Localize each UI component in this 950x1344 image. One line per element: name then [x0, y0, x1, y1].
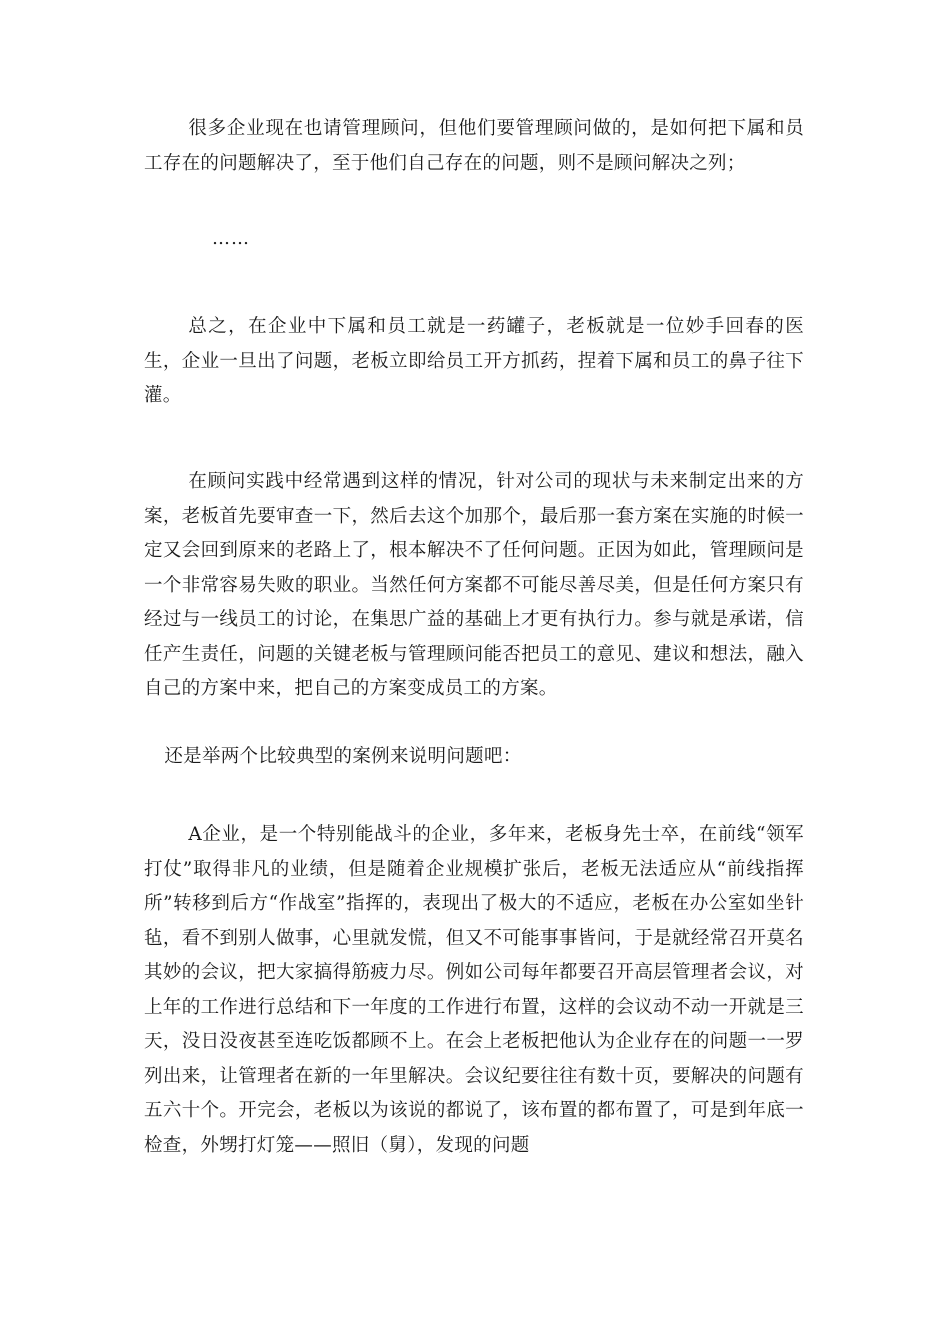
paragraph-consultant-request: 很多企业现在也请管理顾问，但他们要管理顾问做的，是如何把下属和员工存在的问题解决了，至于他们自己存在的问题，则不是顾问解决之列； — [144, 118, 804, 174]
paragraph-summary: 总之，在企业中下属和员工就是一药罐子，老板就是一位妙手回春的医生，企业一旦出了问题，老板立即给员工开方抓药，捏着下属和员工的鼻子往下灌。 — [144, 316, 804, 406]
paragraph-consulting-practice: 在顾问实践中经常遇到这样的情况，针对公司的现状与未来制定出来的方案，老板首先要审查一下，然后去这个加那个，最后那一套方案在实施的时候一定又会回到原来的老路上了，根本解决不了任何问题。正因为如此，管理顾问是一个非常容易失败的职业。当然任何方案都不可能尽善尽美，但是任何方案只有经过与一线员工的讨论，在集思广益的基础上才更有执行力。参与就是承诺，信任产生责任，问题的关键老板与管理顾问能否把员工的意见、建议和想法，融入自己的方案中来，把自己的方案变成员工的方案。 — [144, 471, 804, 699]
paragraph-case-a: A企业，是一个特别能战斗的企业，多年来，老板身先士卒，在前线“领军打仗”取得非凡的业绩，但是随着企业规模扩张后，老板无法适应从“前线指挥所”转移到后方“作战室”指挥的，表现出了极大的不适应，老板在办公室如坐针毡，看不到别人做事，心里就发慌，但又不可能事事皆问，于是就经常召开莫名其妙的会议，把大家搞得筋疲力尽。例如公司每年都要召开高层管理者会议，对上年的工作进行总结和下一年度的工作进行布置，这样的会议动不动一开就是三天，没日没夜甚至连吃饭都顾不上。在会上老板把他认为企业存在的问题一一罗列出来，让管理者在新的一年里解决。会议纪要往往有数十页，要解决的问题有五六十个。开完会，老板以为该说的都说了，该布置的都布置了，可是到年底一检查，外甥打灯笼——照旧（舅），发现的问题 — [144, 824, 804, 1156]
paragraph-ellipsis: …… — [212, 228, 250, 249]
paragraph-case-intro: 还是举两个比较典型的案例来说明问题吧： — [164, 746, 522, 767]
